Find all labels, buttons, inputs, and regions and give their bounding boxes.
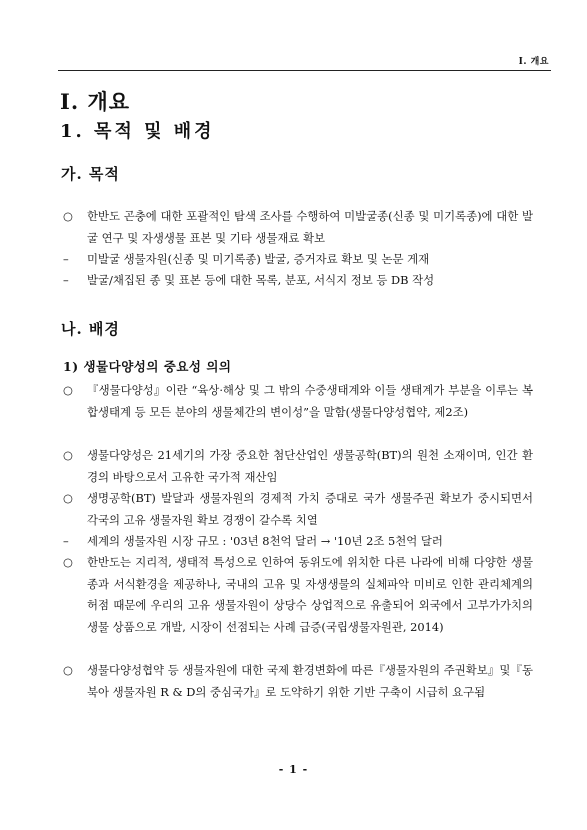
- section-title: 1. 목적 및 배경: [60, 121, 215, 142]
- background-subheading: 1) 생물다양성의 중요성 의의: [63, 359, 232, 374]
- purpose-item-text: 발굴/채집된 종 및 표본 등에 대한 목록, 분포, 서식지 정보 등 DB 작성: [87, 273, 435, 287]
- background-item: [63, 488, 533, 531]
- background-item-text: 생명공학(BT) 발달과 생물자원의 경제적 가치 증대로 국가 생물주권 확보가 중시되면서 각국의 고유 생물자원 확보 경쟁이 갈수록 치열: [87, 491, 533, 527]
- chapter-title: I. 개요: [60, 89, 131, 114]
- background-item-text: 한반도는 지리적, 생태적 특성으로 인하여 동위도에 위치한 다른 나라에 비해 다양한 생물종과 서식환경을 제공하나, 국내의 고유 및 자생생물의 실체파악 미비로 인한 관리체계의 허점 때문에 우리의 고유 생물자원이 상당수 상업적으로 유출되어 외국에서 고부가가치의 생물 상품으로 개발, 시장이 선점되는 사례 급증(국립생물자원관, 2014): [87, 555, 533, 634]
- bullet-dash: –: [63, 534, 69, 548]
- purpose-item-text: 미발굴 생물자원(신종 및 미기록종) 발굴, 증거자료 확보 및 논문 게재: [87, 252, 430, 266]
- purpose-item: [63, 270, 533, 292]
- running-header: I. 개요: [518, 57, 549, 67]
- bullet-circle: ○: [63, 383, 73, 397]
- bullet-circle: ○: [63, 663, 73, 677]
- background-item: [63, 445, 533, 488]
- background-item-text: 생물다양성은 21세기의 가장 중요한 첨단산업인 생물공학(BT)의 원천 소재이며, 인간 환경의 바탕으로서 고유한 국가적 재산임: [87, 448, 533, 484]
- background-item-text: 『생물다양성』이란 “육상·해상 및 그 밖의 수중생태계와 이들 생태계가 부분을 이루는 복합생태계 등 모든 분야의 생물체간의 변이성”을 말함(생물다양성협약, 제2조): [87, 383, 533, 419]
- purpose-item-text: 한반도 곤충에 대한 포괄적인 탐색 조사를 수행하여 미발굴종(신종 및 미기록종)에 대한 발굴 연구 및 자생생물 표본 및 기타 생물재료 확보: [87, 209, 533, 245]
- bullet-circle: ○: [63, 555, 73, 569]
- background-item: [63, 380, 533, 423]
- purpose-item: [63, 249, 533, 271]
- bullet-circle: ○: [63, 491, 73, 505]
- bullet-circle: ○: [63, 448, 73, 462]
- page-number: - 1 -: [278, 763, 309, 776]
- bullet-dash: –: [63, 252, 69, 266]
- purpose-item: [63, 206, 533, 249]
- background-item: [63, 552, 533, 638]
- header-rule: [58, 70, 551, 71]
- bullet-dash: –: [63, 273, 69, 287]
- background-item: [63, 531, 533, 553]
- bullet-circle: ○: [63, 209, 73, 223]
- purpose-heading: 가. 목적: [61, 165, 120, 183]
- background-item: [63, 660, 533, 703]
- background-heading: 나. 배경: [61, 320, 120, 338]
- background-item-text: 세계의 생물자원 시장 규모 : '03년 8천억 달러 → '10년 2조 5천억 달러: [87, 534, 443, 548]
- background-item-text: 생물다양성협약 등 생물자원에 대한 국제 환경변화에 따른『생물자원의 주권확보』및『동북아 생물자원 R & D의 중심국가』로 도약하기 위한 기반 구축이 시급히 요구됨: [87, 663, 533, 699]
